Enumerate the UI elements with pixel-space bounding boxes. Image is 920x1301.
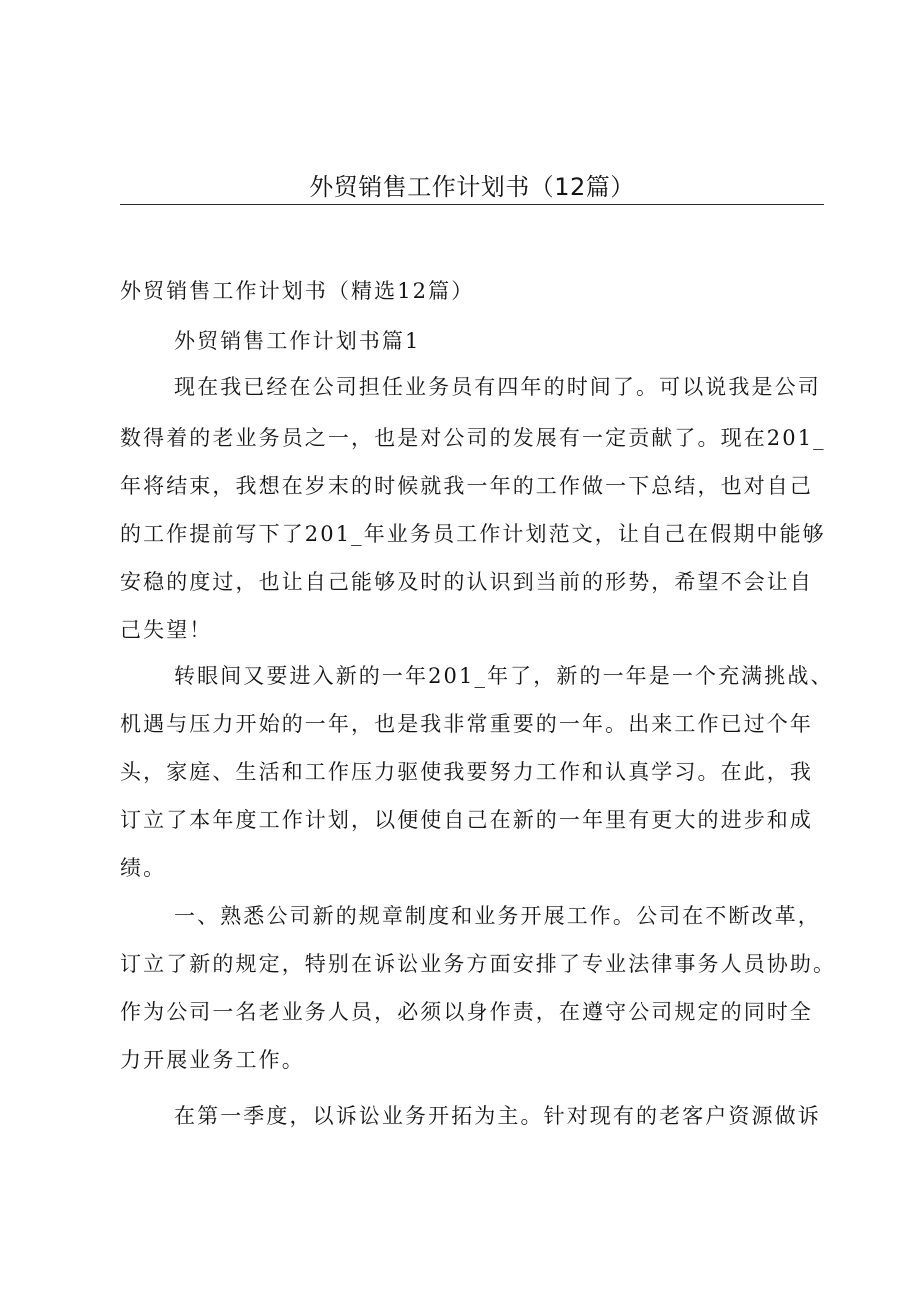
paragraph-line: 数得着的老业务员之一，也是对公司的发展有一定贡献了。现在201_ [120,426,826,450]
paragraph-line: 的工作提前写下了201_年业务员工作计划范文，让自己在假期中能够 [120,522,826,546]
paragraph-line: 在第一季度，以诉讼业务开拓为主。针对现有的老客户资源做诉 [174,1104,821,1128]
paragraph-line: 头，家庭、生活和工作压力驱使我要努力工作和认真学习。在此，我 [120,760,813,784]
paragraph-line: 年将结束，我想在岁末的时候就我一年的工作做一下总结，也对自己 [120,474,813,498]
paragraph-line: 机遇与压力开始的一年，也是我非常重要的一年。出来工作已过个年 [120,712,813,736]
paragraph-line: 绩。 [120,856,167,880]
paragraph-line: 转眼间又要进入新的一年201_年了，新的一年是一个充满挑战、 [174,664,834,688]
paragraph-line: 安稳的度过，也让自己能够及时的认识到当前的形势，希望不会让自 [120,570,813,594]
paragraph-line: 订立了新的规定，特别在诉讼业务方面安排了专业法律事务人员协助。 [120,952,837,976]
paragraph-line: 作为公司一名老业务人员，必须以身作责，在遵守公司规定的同时全 [120,1000,813,1024]
paragraph-line: 订立了本年度工作计划，以便使自己在新的一年里有更大的进步和成 [120,808,813,832]
document-subtitle: 外贸销售工作计划书（精选12篇） [120,279,475,303]
section-heading: 外贸销售工作计划书篇1 [174,329,421,353]
paragraph-line: 现在我已经在公司担任业务员有四年的时间了。可以说我是公司 [174,375,821,399]
paragraph-line: 一、熟悉公司新的规章制度和业务开展工作。公司在不断改革， [174,904,821,928]
paragraph-line: 力开展业务工作。 [120,1048,305,1072]
title-underline [120,204,824,205]
document-title: 外贸销售工作计划书（12篇） [309,173,635,201]
paragraph-line: 己失望！ [120,618,213,642]
